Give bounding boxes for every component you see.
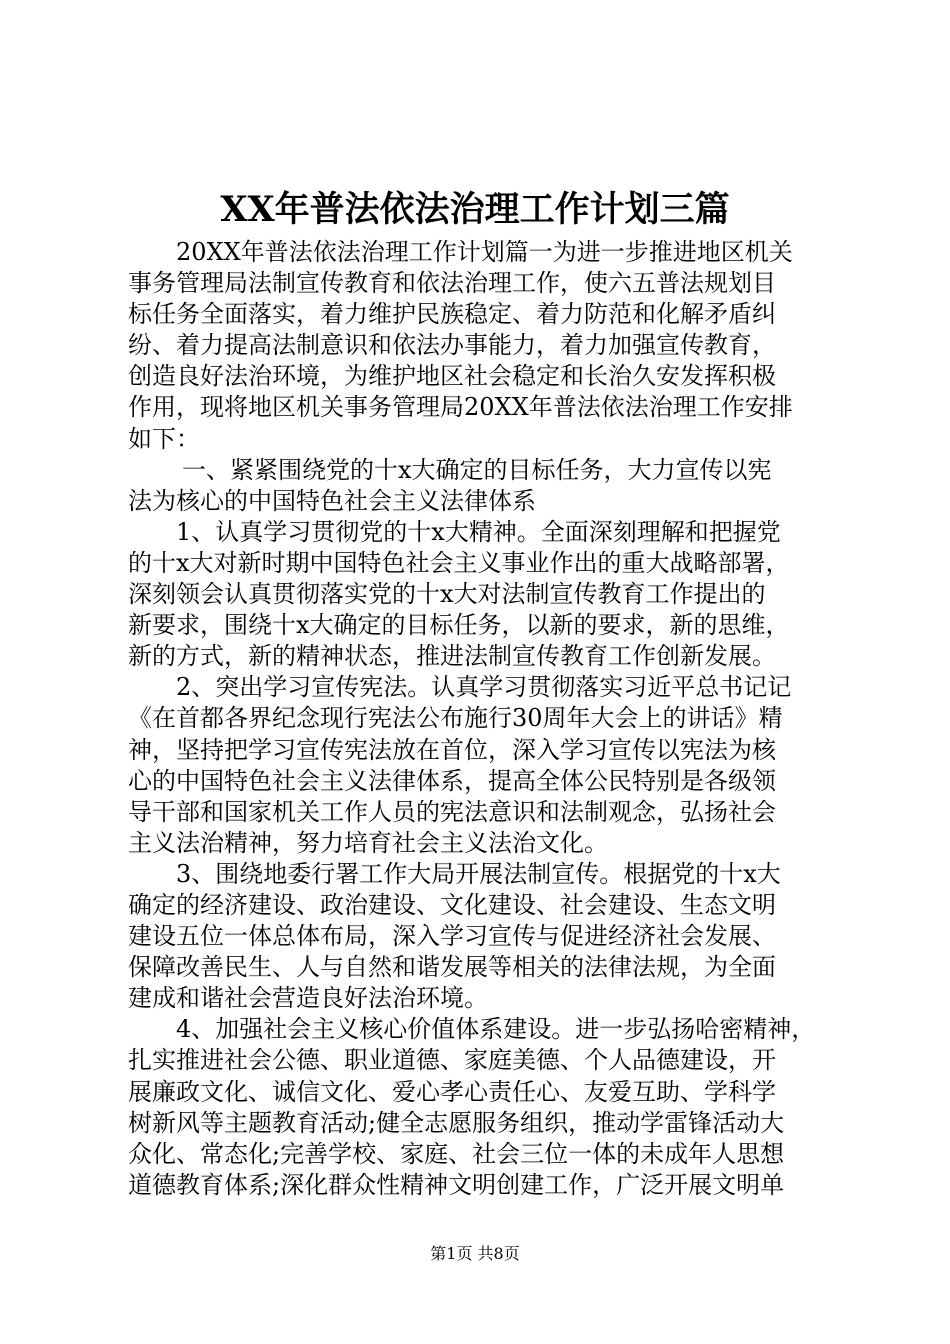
paragraph-line: 确定的经济建设、政治建设、文化建设、社会建设、生态文明 <box>128 890 776 919</box>
document-body <box>128 237 828 1201</box>
paragraph-line: 新的方式，新的精神状态，推进法制宣传教育工作创新发展。 <box>128 642 776 671</box>
paragraph-line: 创造良好法治环境，为维护地区社会稳定和长治久安发挥积极 <box>128 362 776 391</box>
paragraph-line: 建设五位一体总体布局，深入学习宣传与促进经济社会发展、 <box>128 922 776 951</box>
paragraph-line: 20XX年普法依法治理工作计划篇一为进一步推进地区机关 <box>176 238 793 266</box>
paragraph-line: 展廉政文化、诚信文化、爱心孝心责任心、友爱互助、学科学 <box>128 1077 776 1106</box>
paragraph-line: 《在首都各界纪念现行宪法公布施行30周年大会上的讲话》精 <box>128 704 783 733</box>
paragraph-line: 导干部和国家机关工作人员的宪法意识和法制观念，弘扬社会 <box>128 797 776 826</box>
paragraph-line: 3、围绕地委行署工作大局开展法制宣传。根据党的十x大 <box>176 859 781 888</box>
paragraph-line: 扎实推进社会公德、职业道德、家庭美德、个人品德建设，开 <box>128 1046 776 1075</box>
paragraph-line: 事务管理局法制宣传教育和依法治理工作，使六五普法规划目 <box>128 269 776 298</box>
paragraph-line: 神，坚持把学习宣传宪法放在首位，深入学习宣传以宪法为核 <box>128 735 776 764</box>
paragraph-line: 建成和谐社会营造良好法治环境。 <box>128 984 488 1013</box>
paragraph-line: 1、认真学习贯彻党的十x大精神。全面深刻理解和把握党 <box>176 517 781 546</box>
page-footer: 第1页 共8页 <box>430 1244 520 1263</box>
paragraph-line: 新要求，围绕十x大确定的目标任务，以新的要求，新的思维， <box>128 611 790 640</box>
paragraph-line: 的十x大对新时期中国特色社会主义事业作出的重大战略部署， <box>128 548 790 577</box>
paragraph-line: 深刻领会认真贯彻落实党的十x大对法制宣传教育工作提出的 <box>128 580 766 609</box>
paragraph-line: 主义法治精神，努力培育社会主义法治文化。 <box>128 828 608 857</box>
paragraph-line: 纷、着力提高法制意识和依法办事能力，着力加强宣传教育， <box>128 331 776 360</box>
paragraph-line: 众化、常态化;完善学校、家庭、社会三位一体的未成年人思想 <box>128 1139 785 1168</box>
paragraph-line: 作用，现将地区机关事务管理局20XX年普法依法治理工作安排 <box>128 393 793 422</box>
document-title: XX年普法依法治理工作计划三篇 <box>220 189 730 230</box>
section-heading-line: 法为核心的中国特色社会主义法律体系 <box>128 486 536 515</box>
paragraph-line: 4、加强社会主义核心价值体系建设。进一步弘扬哈密精神， <box>176 1015 816 1044</box>
section-heading-line: 一、紧紧围绕党的十x大确定的目标任务，大力宣传以宪 <box>182 455 772 484</box>
paragraph-line: 标任务全面落实，着力维护民族稳定、着力防范和化解矛盾纠 <box>128 300 776 329</box>
paragraph-line: 保障改善民生、人与自然和谐发展等相关的法律法规，为全面 <box>128 953 776 982</box>
paragraph-line: 心的中国特色社会主义法律体系，提高全体公民特别是各级领 <box>128 766 776 795</box>
paragraph-line: 如下： <box>128 424 200 453</box>
paragraph-line: 道德教育体系;深化群众性精神文明创建工作，广泛开展文明单 <box>128 1170 785 1199</box>
paragraph-line: 树新风等主题教育活动;健全志愿服务组织，推动学雷锋活动大 <box>128 1108 785 1137</box>
paragraph-line: 2、突出学习宣传宪法。认真学习贯彻落实习近平总书记记 <box>176 673 792 702</box>
